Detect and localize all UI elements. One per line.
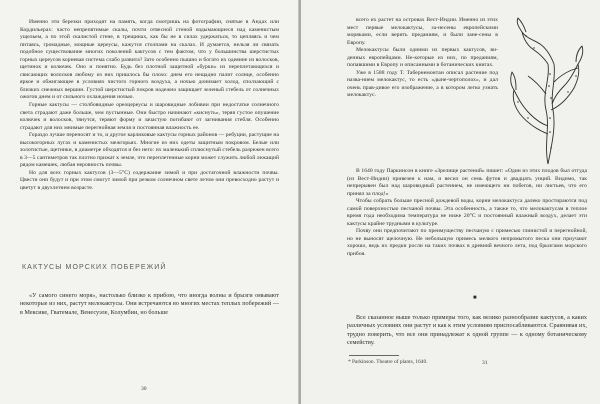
- right-paragraph: Чтобы собрать больше пресной дождевой воды, корни мелокактуса далеко простираются под самой поверхностью песчаной почвы. Эта особенность, а также то, что мелокактусам в теплое время года необходима температура не ниже 20°С и постоянный влажный воздух, делает эти кактусы крайне трудными в культуре.: [347, 198, 587, 227]
- right-paragraph: Уже в 1588 году Т. Табернемонтан описал растение под назва-нием мелокактус, то есть «дыне-чертополох», и дал очень прав-дивое его изображение, а в котором легко узнать мелокактус.: [347, 69, 498, 99]
- right-text-column-full: [347, 168, 587, 259]
- left-page: [0, 0, 299, 404]
- right-text-column-top: [347, 17, 498, 100]
- left-paragraph: «У самого синего моря», настолько близко к прибою, что иногда волны и брызги омывают некоторые из них, растут мелокактусы. Они встречаются во многих местах теплых побережий — в Мексике, Гватемале, Венесуэле, Колумбии, но больше: [20, 293, 279, 316]
- left-text-column: [20, 19, 279, 193]
- right-paragraph: Все сказанное выше только примеры того, как велико разнообразие кактусов, а каких различных условиях они растут и как к этим условиям приспосабливаются. Сравнивая их, трудно поверить, что все они принадлежат к одной группе — к одному ботаническому семейству.: [347, 315, 587, 347]
- right-paragraph: В 1640 году Паркинсон в книге «Зрелище растений» пишет: «Один из этих плодов был отгуда (из Вест-Индии) привезен к нам, и весил он семь футов и двадцать унций. Видимо, так непрерывен был над шаровидный растением, не имеющего ни побегов, ни листьев, что его принял за плод!»: [347, 168, 587, 197]
- page-number: 31: [482, 360, 488, 366]
- footnote-rule: [349, 355, 399, 356]
- right-text-column-bottom: [347, 314, 587, 348]
- right-paragraph: Мелокактусы были одними из первых кактусов, ви-денных европейцами. Не-которые из них, по преданиям, попавшими в Европу и описанными в ботанических книгах.: [347, 47, 498, 69]
- left-paragraph: Именно эти березки приходят на память, когда смотришь на фотографии, снятые в Андах или Кордильерах: часто непрепятимые скалы, почти отвесной стеной вздымающиеся над каменистым ущельем, а по этой скалистой стене, в трещинах, как бы не в силах удержаться, то цепляясь и чем питаясь, громадные, мощные цереусы, кажутся столпами на скалах. И думается, нельзя ли связать подобное существование многих поколений кактусов с тем фактом, что у большинства шерстистых горных цереусов корневая система слабо развита? Зато особенно пышно и богато их одеяние из волосков, щетинок и колючек. Оно и понятно. Будь без плотной защитной «бурки» из переплетающихся и свисающих волосков любому из них пришлось бы плохо: днем его нещадно палит солнце, особенно яркое и обжигающее в условиях чистого горного воздуха, а ночью донимает холод, сползающий с близких снежных вершин. Густой шерстистый покров надежно защищает зеленый стебель от солнечных ожогов днем и от сильного охлаждения ночью.: [20, 19, 279, 101]
- right-paragraph: Почву они предпочитают по преимуществу песчаную с примесью глинистой и перегнойной, но не выносят щелочную. Не небольшую примесь мелкого непромытого песка они приучают хорошо, ведь их предки росли на таких почвах в древний вечного лета, под брызгами морского прибоя.: [347, 228, 587, 258]
- section-heading: КАКТУСЫ МОРСКИХ ПОБЕРЕЖИЙ: [22, 264, 167, 271]
- cactus-illustration-icon: [504, 14, 590, 166]
- left-text-column-2: [20, 292, 279, 317]
- page-number: 30: [141, 386, 147, 392]
- footnote: * Parkinson. Theatre of plants, 1640.: [348, 359, 428, 365]
- left-paragraph: Гораздо лучше переносят и то, и другое карликовые кактусы горных районов — ребуции, растущие на высокогорных лугах и каменистых межгорьях. Многие из них одеты защитным покровом. Белые или золотистые, щетинки, в диаметре обходятся и без него: их маленький сплюснутый стебель разрежен всего в 3—5 сантиметров так плотно прижат к земле, что переплетенные корни может служить любой лежащий рядом камешек, любая неровность почвы.: [20, 132, 279, 169]
- right-paragraph: всего их растет на островах Вест-Индии. Именно из этих мест первые мелокактусы, за-несены европейскими моряками, если верить преданиям, и были зане-сены в Европу.: [347, 17, 498, 46]
- left-paragraph: Горные кактусы — столбовидные ореоцереусы и шаровидные лобивии при недостатке солнечного света страдают даже больше, чем пустынные. Они быстро начинают «киснуть», теряя густое опушение колючек и волосков, тянутся, теряют форму и зачастую погибают от загнивания стебля. Особенно страдают для них мнимые перегнойная земля и постоянная влажность ее.: [20, 102, 279, 131]
- section-divider-mark: ■: [473, 295, 477, 301]
- right-page: [301, 0, 600, 404]
- left-paragraph: Но для всех горных кактусов (3—5°С) содержание зимой и при достаточной влажности почвы. Цвести они будут и при этом смогут зимой при резком солнечном свете летом они превосходно растут и цветут в двухлетнем возрасте.: [20, 169, 279, 192]
